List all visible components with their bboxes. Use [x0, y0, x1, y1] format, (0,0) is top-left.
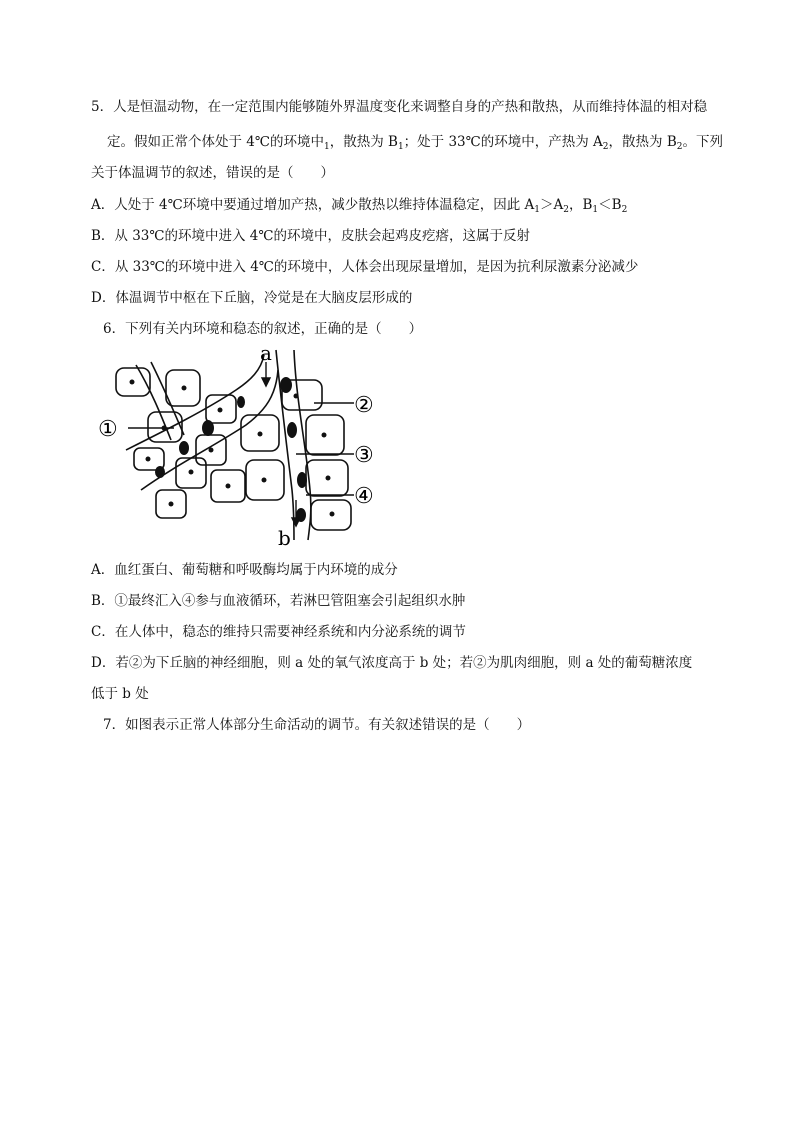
label-a: a — [260, 341, 272, 365]
q5-stem-line2: 定。假如正常个体处于 4℃的环境中$_1$，散热为 $B_1$；处于 33℃的环境中，产热为 $A_2$，散热为 $B_2$。下列 — [107, 134, 723, 152]
q6-option-d-cont: 低于 b 处 — [91, 686, 149, 702]
q5-option-b: B．从 33℃的环境中进入 4℃的环境中，皮肤会起鸡皮疙瘩，这属于反射 — [91, 228, 530, 244]
label-1: ① — [98, 417, 118, 442]
label-b: b — [278, 526, 291, 550]
label-2: ② — [354, 393, 374, 418]
q6-stem: 6．下列有关内环境和稳态的叙述，正确的是（ ） — [103, 321, 423, 337]
q5-stem-line1: 5．人是恒温动物，在一定范围内能够随外界温度变化来调整自身的产热和散热，从而维持体温的相对稳 — [91, 99, 708, 115]
q6-option-d: D．若②为下丘脑的神经细胞，则 a 处的氧气浓度高于 b 处；若②为肌肉细胞，则 a 处的葡萄糖浓度 — [91, 655, 693, 671]
q5-option-d: D．体温调节中枢在下丘脑，冷觉是在大脑皮层形成的 — [91, 290, 413, 306]
q6-option-c: C．在人体中，稳态的维持只需要神经系统和内分泌系统的调节 — [91, 624, 466, 640]
q5-stem-line3: 关于体温调节的叙述，错误的是（ ） — [91, 165, 334, 181]
tissue-diagram — [96, 340, 396, 555]
q5-option-c: C．从 33℃的环境中进入 4℃的环境中，人体会出现尿量增加，是因为抗利尿激素分泌减少 — [91, 259, 639, 275]
q7-stem: 7．如图表示正常人体部分生命活动的调节。有关叙述错误的是（ ） — [103, 717, 531, 733]
q6-option-b: B．①最终汇入④参与血液循环，若淋巴管阻塞会引起组织水肿 — [91, 593, 466, 609]
q5-option-a: A．人处于 4℃环境中要通过增加产热，减少散热以维持体温稳定，因此 $A_1>A_2$，$B_1<B_2$ — [91, 197, 628, 215]
label-3: ③ — [354, 443, 374, 468]
q6-option-a: A．血红蛋白、葡萄糖和呼吸酶均属于内环境的成分 — [91, 562, 398, 578]
label-4: ④ — [354, 484, 374, 509]
